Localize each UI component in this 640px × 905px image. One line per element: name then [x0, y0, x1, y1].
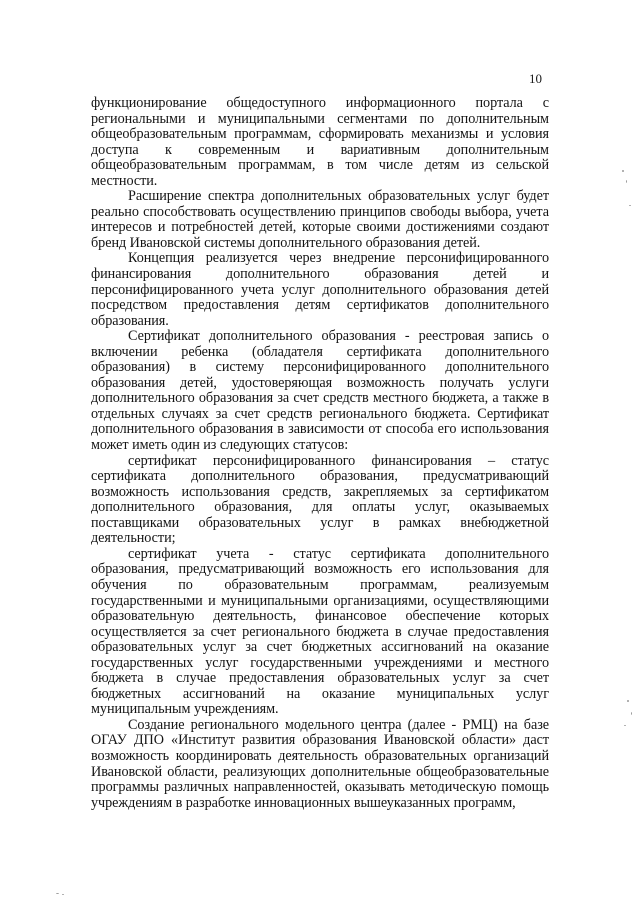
paragraph: сертификат учета - статус сертификата дополнительного образования, предусматривающий возможность его использования для обучения по образовательным программам, реализуемым государственными и муниципальными организациями, осуществляющими образовательную деятельность, финансовое обеспечение которых осуществляется за счет регионального бюджета в случае предоставления образовательных услуг за счет бюджетных ассигнований на оказание государственных услуг государственными учреждениями и местного бюджета в случае предоставления образовательных услуг за счет бюджетных ассигнований на оказание муниципальных услуг муниципальным учреждениям.: [91, 545, 549, 718]
scan-speck: [627, 700, 629, 702]
body-text: [91, 96, 549, 811]
scan-speck: [624, 725, 626, 726]
paragraph: функционирование общедоступного информационного портала с региональными и муниципальными сегментами по дополнительным общеобразовательным программам, сформировать механизмы и условия доступа к современным и вариативным дополнительным общеобразовательным программам, в том числе детям из сельской местности.: [91, 95, 549, 189]
paragraph: Концепция реализуется через внедрение персонифицированного финансирования дополнительного образования детей и персонифицированного учета услуг дополнительного образования детей посредством предоставления детям сертификатов дополнительного образования.: [91, 250, 549, 329]
scan-speck: [62, 894, 64, 895]
scan-speck: [631, 712, 632, 715]
scan-speck: [626, 180, 627, 183]
scan-speck: [56, 893, 59, 894]
paragraph: Расширение спектра дополнительных образовательных услуг будет реально способствовать осуществлению принципов свободы выбора, учета интересов и потребностей детей, которые своими достижениями создают бренд Ивановской системы дополнительного образования детей.: [91, 188, 549, 251]
scan-speck: [622, 170, 624, 172]
paragraph: сертификат персонифицированного финансирования – статус сертификата дополнительного образования, предусматривающий возможность использования средств, закрепляемых за сертификатом дополнительного образования, для оплаты услуг, оказываемых поставщиками образовательных услуг в рамках внебюджетной деятельности;: [91, 452, 549, 547]
paragraph: Сертификат дополнительного образования - реестровая запись о включении ребенка (обладателя сертификата дополнительного образования) в систему персонифицированного дополнительного образования детей, удостоверяющая возможность получать услуги дополнительного образования за счет средств местного бюджета, а также в отдельных случаях за счет средств регионального бюджета. Сертификат дополнительного образования в зависимости от способа его использования может иметь один из следующих статусов:: [91, 328, 549, 454]
scan-speck: [629, 205, 631, 206]
page-number: 10: [529, 71, 542, 86]
paragraph: Создание регионального модельного центра (далее - РМЦ) на базе ОГАУ ДПО «Институт развития образования Ивановской области» даст возможность координировать деятельность образовательных организаций Ивановской области, реализующих дополнительные общеобразовательные программы различных направленностей, оказывать методическую помощь учреждениям в разработке инновационных вышеуказанных программ,: [91, 716, 549, 811]
